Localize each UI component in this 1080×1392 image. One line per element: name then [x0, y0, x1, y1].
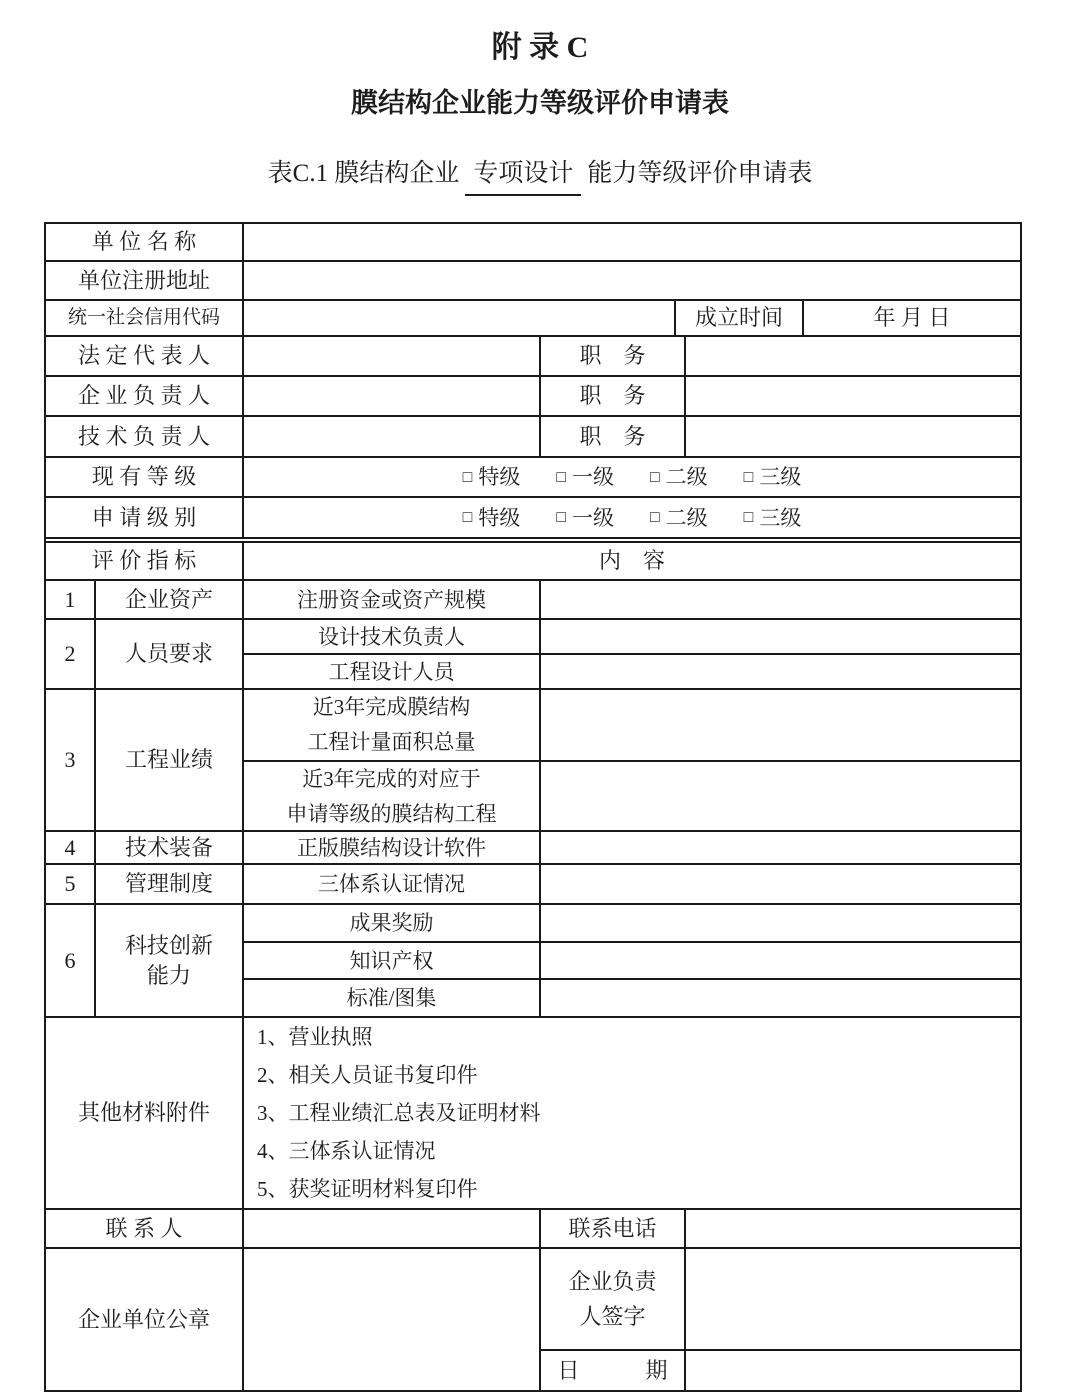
eval-4-number: 4	[64, 834, 76, 860]
eval-4-category: 技术装备	[94, 832, 242, 863]
eval-2-item-2-field[interactable]	[539, 655, 1020, 688]
row-credit-code	[46, 299, 1020, 335]
eval-1-item-label: 注册资金或资产规模	[242, 581, 539, 618]
checkbox-icon: □	[462, 468, 473, 486]
eval-3-item-2-label: 近3年完成的对应于 申请等级的膜结构工程	[242, 762, 539, 832]
eval-3-number: 3	[64, 747, 76, 772]
row-registered-address	[46, 260, 1020, 299]
eval-2-item-2-label: 工程设计人员	[242, 655, 539, 688]
eval-2-item-1-field[interactable]	[539, 620, 1020, 653]
eval-6-subrow-3	[242, 978, 1020, 1016]
checkbox-icon: □	[556, 468, 566, 486]
eval-5-content-field[interactable]	[539, 865, 1020, 903]
row-eval-1	[46, 579, 1020, 618]
checkbox-icon: □	[556, 509, 566, 526]
contact-field[interactable]	[242, 1210, 539, 1247]
eval-2-number: 2	[64, 641, 76, 666]
eval-6-item-1-label: 成果奖励	[242, 905, 539, 941]
eval-3-subrows	[242, 690, 1020, 830]
evaluation-index-header: 评 价 指 标	[91, 548, 197, 573]
eval-6-subrows	[242, 905, 1020, 1016]
attachment-item: 4、三体系认证情况	[257, 1139, 436, 1163]
row-eval-6	[46, 903, 1020, 1016]
eval-6-subrow-2	[242, 941, 1020, 979]
attachments-label: 其他材料附件	[77, 1100, 210, 1125]
founding-time-label: 成立时间	[674, 301, 802, 335]
eval-2-category: 人员要求	[94, 620, 242, 688]
row-unit-name	[46, 224, 1020, 260]
enterprise-principal-field[interactable]	[242, 377, 539, 415]
legal-representative-position-label: 职 务	[539, 337, 684, 375]
founding-time-field[interactable]: 年 月 日	[802, 301, 1020, 335]
signer-label: 企业负责 人签字	[539, 1249, 684, 1349]
eval-2-subrows	[242, 620, 1020, 688]
current-level-label: 现 有 等 级	[91, 464, 197, 489]
eval-3-subrow-2	[242, 760, 1020, 832]
legal-representative-label: 法 定 代 表 人	[77, 343, 210, 368]
eval-3-item-1-field[interactable]	[539, 690, 1020, 760]
contact-phone-field[interactable]	[684, 1210, 1020, 1247]
attachment-item: 2、相关人员证书复印件	[257, 1063, 478, 1087]
unit-name-label: 单 位 名 称	[91, 229, 197, 254]
date-label: 日 期	[539, 1351, 684, 1390]
eval-3-category: 工程业绩	[94, 690, 242, 830]
eval-3-item-2-field[interactable]	[539, 762, 1020, 832]
attachments-list	[242, 1018, 1020, 1208]
apply-level-option-2[interactable]: □ 二级	[650, 505, 708, 530]
form-title: 膜结构企业能力等级评价申请表	[351, 88, 729, 118]
row-eval-3	[46, 688, 1020, 830]
eval-6-item-3-field[interactable]	[539, 980, 1020, 1016]
checkbox-icon: □	[650, 509, 660, 526]
eval-6-item-2-field[interactable]	[539, 943, 1020, 979]
row-signature	[46, 1247, 1020, 1390]
application-form-table	[44, 222, 1022, 1392]
eval-6-item-3-label: 标准/图集	[242, 980, 539, 1016]
eval-6-category: 科技创新 能力	[94, 905, 242, 1016]
caption-suffix: 能力等级评价申请表	[587, 160, 813, 187]
legal-representative-position-field[interactable]	[684, 337, 1020, 375]
eval-3-subrow-1	[242, 690, 1020, 760]
date-field[interactable]	[684, 1351, 1020, 1390]
current-level-option-2[interactable]: □ 二级	[650, 465, 708, 489]
apply-level-label: 申 请 级 别	[91, 504, 197, 530]
current-level-option-3[interactable]: □ 三级	[743, 465, 802, 489]
apply-level-option-3[interactable]: □ 三级	[743, 505, 802, 530]
row-contact	[46, 1208, 1020, 1247]
enterprise-principal-label: 企 业 负 责 人	[77, 383, 210, 408]
attachment-item: 5、获奖证明材料复印件	[257, 1177, 478, 1201]
contact-phone-label: 联系电话	[539, 1210, 684, 1247]
legal-representative-field[interactable]	[242, 337, 539, 375]
row-technical-principal	[46, 415, 1020, 456]
current-level-option-special[interactable]: □ 特级	[462, 465, 521, 489]
technical-principal-field[interactable]	[242, 417, 539, 456]
signature-subrows	[539, 1249, 1020, 1390]
technical-principal-position-field[interactable]	[684, 417, 1020, 456]
eval-4-item-label: 正版膜结构设计软件	[242, 832, 539, 863]
eval-5-number: 5	[64, 871, 76, 896]
company-seal-label: 企业单位公章	[77, 1306, 210, 1332]
checkbox-icon: □	[743, 468, 754, 486]
row-attachments	[46, 1016, 1020, 1208]
caption-underlined-text: 专项设计	[465, 156, 581, 196]
technical-principal-position-label: 职 务	[539, 417, 684, 456]
checkbox-icon: □	[650, 468, 660, 486]
enterprise-principal-position-field[interactable]	[684, 377, 1020, 415]
row-evaluation-header	[46, 537, 1020, 579]
eval-3-item-1-label: 近3年完成膜结构 工程计量面积总量	[242, 690, 539, 760]
contact-label: 联 系 人	[105, 1215, 183, 1241]
row-current-level	[46, 456, 1020, 496]
date-subrow	[539, 1349, 1020, 1390]
evaluation-content-header: 内 容	[242, 543, 1020, 579]
caption-prefix: 表C.1 膜结构企业	[267, 160, 460, 187]
table-caption	[0, 156, 1080, 196]
credit-code-label: 统一社会信用代码	[67, 307, 220, 328]
enterprise-principal-position-label: 职 务	[539, 377, 684, 415]
eval-5-item-label: 三体系认证情况	[242, 865, 539, 903]
eval-6-number: 6	[64, 947, 76, 973]
attachment-item: 3、工程业绩汇总表及证明材料	[257, 1101, 541, 1125]
eval-1-category: 企业资产	[94, 581, 242, 618]
registered-address-label: 单位注册地址	[77, 267, 210, 293]
company-seal-field[interactable]	[242, 1249, 539, 1390]
apply-level-option-1[interactable]: □ 一级	[556, 505, 614, 530]
eval-1-content-field[interactable]	[539, 581, 1020, 618]
document-header	[0, 0, 1080, 196]
attachment-item: 1、营业执照	[257, 1025, 373, 1049]
credit-code-field[interactable]	[242, 301, 674, 335]
technical-principal-label: 技 术 负 责 人	[77, 423, 210, 449]
row-eval-4	[46, 830, 1020, 863]
appendix-title: 附 录 C	[491, 31, 589, 64]
row-eval-5	[46, 863, 1020, 903]
eval-2-subrow-1	[242, 620, 1020, 653]
row-apply-level	[46, 496, 1020, 537]
apply-level-option-special[interactable]: □ 特级	[462, 505, 521, 530]
unit-name-field[interactable]	[242, 224, 1020, 260]
checkbox-icon: □	[743, 509, 754, 526]
eval-6-subrow-1	[242, 905, 1020, 941]
eval-5-category: 管理制度	[94, 865, 242, 903]
signer-subrow	[539, 1249, 1020, 1349]
current-level-options	[242, 458, 1020, 496]
eval-4-content-field[interactable]	[539, 832, 1020, 863]
signer-field[interactable]	[684, 1249, 1020, 1349]
checkbox-icon: □	[462, 509, 473, 526]
eval-6-item-2-label: 知识产权	[242, 943, 539, 979]
current-level-option-1[interactable]: □ 一级	[556, 465, 614, 489]
eval-2-item-1-label: 设计技术负责人	[242, 620, 539, 653]
apply-level-options	[242, 498, 1020, 537]
eval-1-number: 1	[64, 586, 76, 612]
eval-2-subrow-2	[242, 653, 1020, 688]
row-enterprise-principal	[46, 375, 1020, 415]
row-eval-2	[46, 618, 1020, 688]
row-legal-representative	[46, 335, 1020, 375]
eval-6-item-1-field[interactable]	[539, 905, 1020, 941]
registered-address-field[interactable]	[242, 262, 1020, 299]
